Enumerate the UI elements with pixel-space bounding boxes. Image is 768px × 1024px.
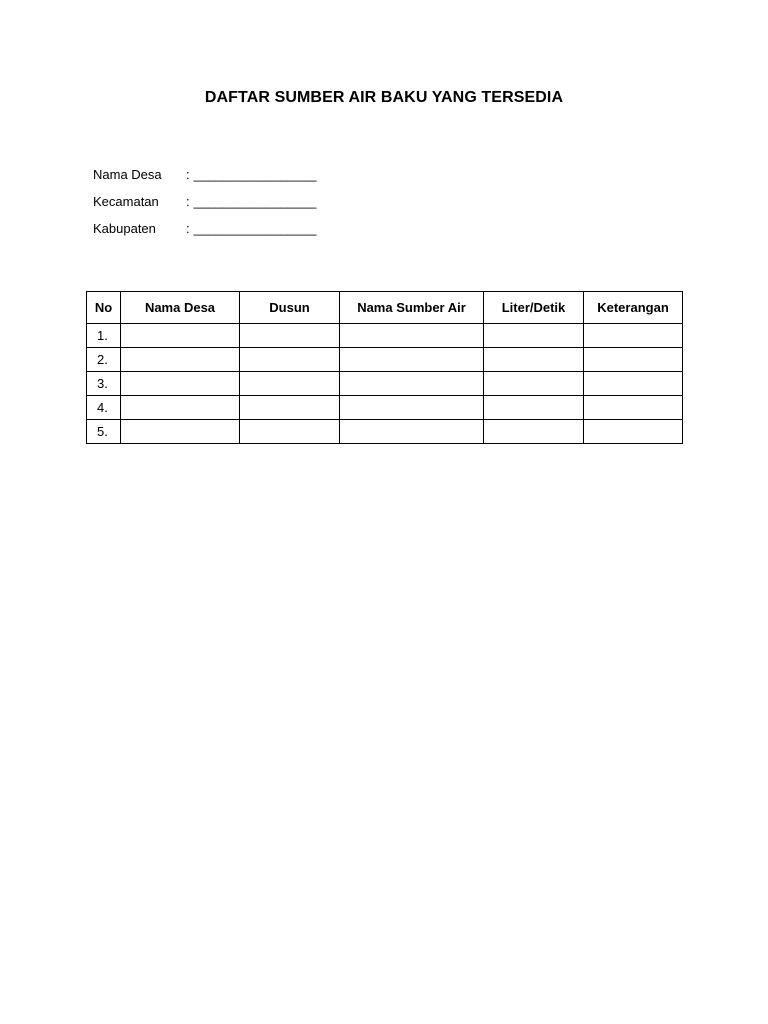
cell-keterangan[interactable] — [584, 324, 683, 348]
table-header-row — [87, 292, 683, 324]
table-row — [87, 372, 683, 396]
header-liter-detik: Liter/Detik — [484, 292, 584, 324]
cell-no: 1. — [87, 324, 121, 348]
cell-keterangan[interactable] — [584, 396, 683, 420]
field-kecamatan — [93, 193, 317, 211]
header-nama-sumber-air: Nama Sumber Air — [340, 292, 484, 324]
header-keterangan: Keterangan — [584, 292, 683, 324]
cell-dusun[interactable] — [240, 372, 340, 396]
cell-liter-detik[interactable] — [484, 420, 584, 444]
cell-nama-sumber-air[interactable] — [340, 324, 484, 348]
cell-nama-sumber-air[interactable] — [340, 348, 484, 372]
page-title: DAFTAR SUMBER AIR BAKU YANG TERSEDIA — [204, 89, 564, 106]
field-blank-line[interactable]: _________________ — [193, 194, 317, 209]
header-dusun: Dusun — [240, 292, 340, 324]
field-label: Kabupaten — [93, 221, 156, 236]
cell-nama-desa[interactable] — [121, 324, 240, 348]
header-nama-desa: Nama Desa — [121, 292, 240, 324]
field-colon: : — [186, 167, 190, 182]
cell-dusun[interactable] — [240, 348, 340, 372]
field-kabupaten — [93, 220, 317, 238]
table-row — [87, 324, 683, 348]
cell-no: 3. — [87, 372, 121, 396]
field-colon: : — [186, 221, 190, 236]
cell-nama-sumber-air[interactable] — [340, 420, 484, 444]
cell-dusun[interactable] — [240, 420, 340, 444]
cell-liter-detik[interactable] — [484, 372, 584, 396]
cell-keterangan[interactable] — [584, 420, 683, 444]
table-row — [87, 396, 683, 420]
cell-no: 2. — [87, 348, 121, 372]
cell-nama-desa[interactable] — [121, 348, 240, 372]
cell-nama-desa[interactable] — [121, 372, 240, 396]
cell-nama-sumber-air[interactable] — [340, 396, 484, 420]
header-no: No — [87, 292, 121, 324]
field-blank-line[interactable]: _________________ — [193, 167, 317, 182]
cell-no: 4. — [87, 396, 121, 420]
water-source-table — [86, 291, 683, 444]
cell-keterangan[interactable] — [584, 348, 683, 372]
table-row — [87, 420, 683, 444]
field-nama-desa — [93, 166, 317, 184]
field-blank-line[interactable]: _________________ — [193, 221, 317, 236]
cell-liter-detik[interactable] — [484, 396, 584, 420]
cell-keterangan[interactable] — [584, 372, 683, 396]
field-label: Kecamatan — [93, 194, 159, 209]
cell-nama-desa[interactable] — [121, 420, 240, 444]
cell-dusun[interactable] — [240, 324, 340, 348]
cell-nama-sumber-air[interactable] — [340, 372, 484, 396]
cell-dusun[interactable] — [240, 396, 340, 420]
table-row — [87, 348, 683, 372]
cell-no: 5. — [87, 420, 121, 444]
field-label: Nama Desa — [93, 167, 162, 182]
field-colon: : — [186, 194, 190, 209]
cell-liter-detik[interactable] — [484, 348, 584, 372]
cell-nama-desa[interactable] — [121, 396, 240, 420]
cell-liter-detik[interactable] — [484, 324, 584, 348]
